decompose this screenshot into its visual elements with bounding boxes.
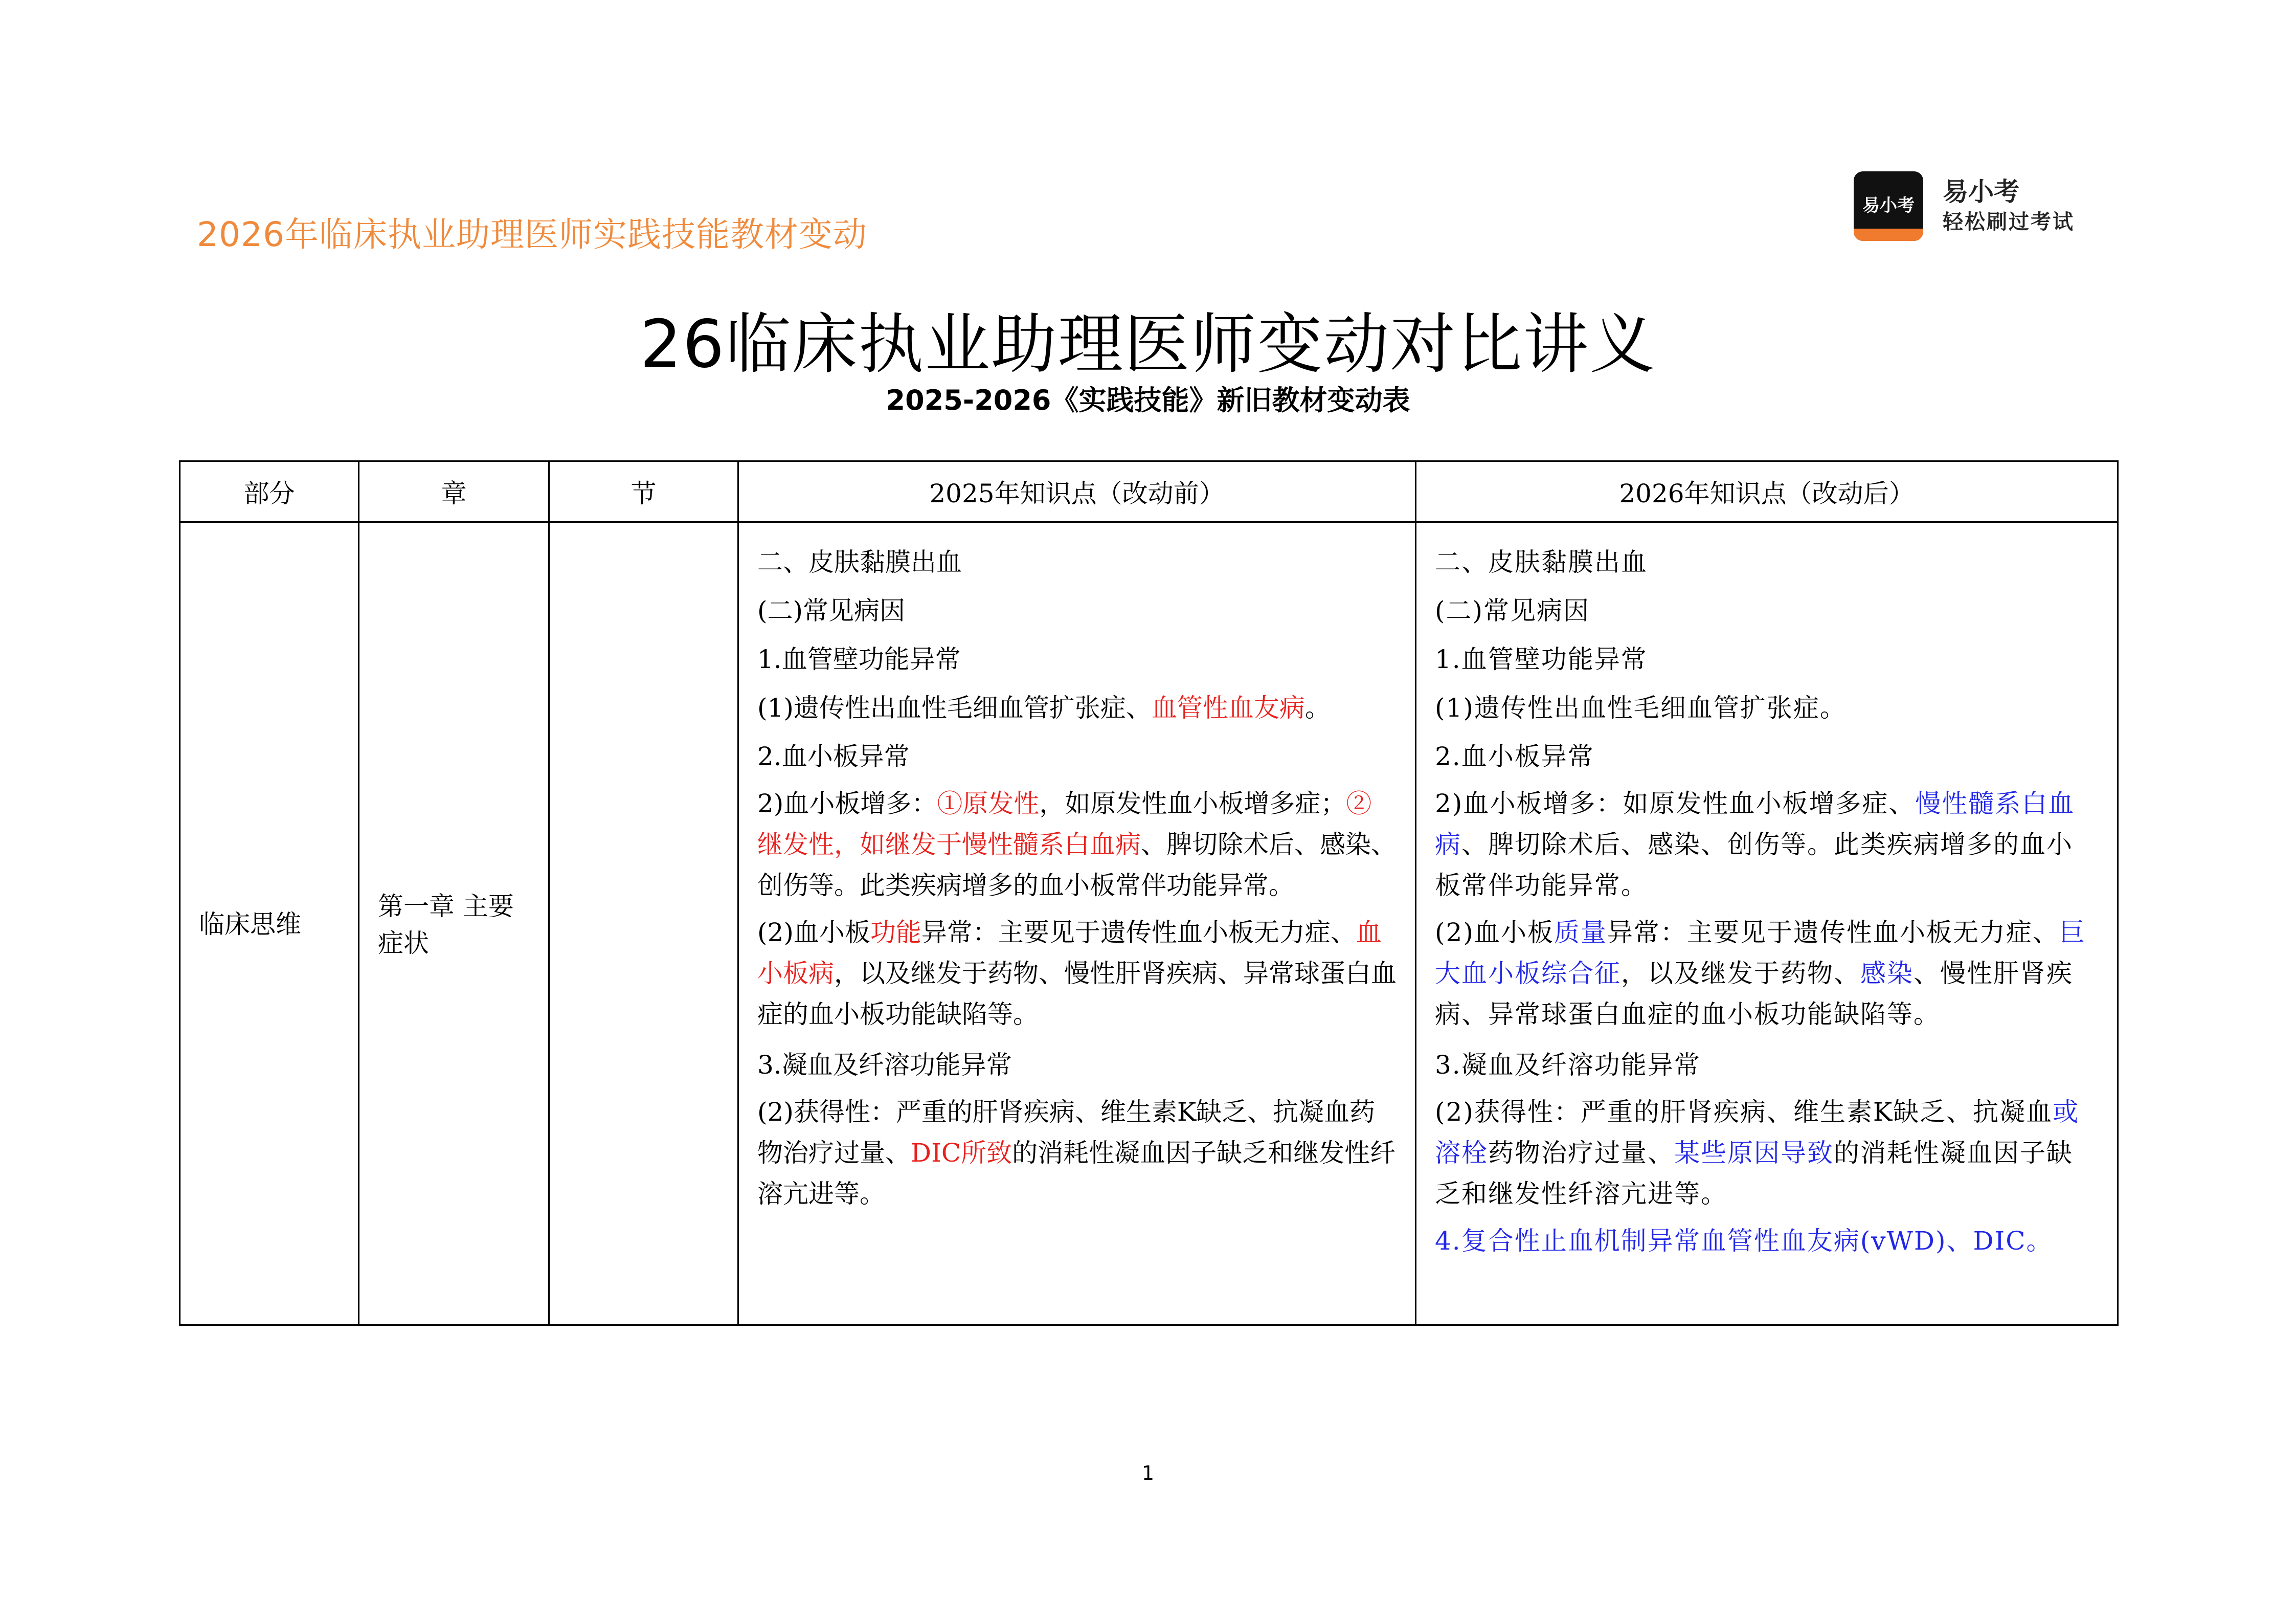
before-paragraph bbox=[757, 783, 1397, 906]
added-text: 巨大血小板综合征 bbox=[1435, 918, 2086, 988]
column-header-section: 节 bbox=[549, 461, 738, 522]
table-header-row bbox=[180, 461, 2118, 522]
text-segment: 药物治疗过量、 bbox=[1488, 1138, 1674, 1168]
table-row bbox=[180, 522, 2118, 1325]
before-paragraph bbox=[757, 1041, 1397, 1089]
after-paragraph bbox=[1435, 684, 2099, 732]
cell-before bbox=[738, 522, 1416, 1325]
removed-text: ②继发性，如继发于慢性髓系白血病 bbox=[757, 789, 1372, 859]
added-text: 慢性髓系白血病 bbox=[1435, 789, 2075, 859]
text-segment: ，如原发性血小板增多症； bbox=[1039, 789, 1346, 818]
removed-text: 血小板病 bbox=[757, 918, 1382, 988]
after-paragraph bbox=[1435, 912, 2099, 1035]
logo-icon-text: 易小考 bbox=[1862, 195, 1915, 216]
text-segment: (1)遗传性出血性毛细血管扩张症。 bbox=[1435, 693, 1847, 723]
before-paragraph bbox=[757, 587, 1397, 635]
column-header-before: 2025年知识点（改动前） bbox=[738, 461, 1416, 522]
text-segment: ，以及继发于药物、 bbox=[1621, 959, 1860, 988]
text-segment: (2)血小板 bbox=[757, 918, 870, 947]
text-segment: (2)获得性：严重的肝肾疾病、维生素K缺乏、抗凝血药物治疗过量、 bbox=[757, 1097, 1376, 1168]
brand-slogan: 轻松刷过考试 bbox=[1943, 210, 2075, 234]
removed-text: 功能 bbox=[870, 918, 921, 947]
text-segment: 异常：主要见于遗传性血小板无力症、 bbox=[921, 918, 1356, 947]
cell-section bbox=[549, 522, 738, 1325]
text-segment: (1)遗传性出血性毛细血管扩张症、 bbox=[757, 693, 1152, 723]
after-paragraph bbox=[1435, 1220, 2099, 1261]
before-paragraph bbox=[757, 538, 1397, 587]
text-segment: 的消耗性凝血因子缺乏和继发性纤溶亢进等。 bbox=[1435, 1138, 2073, 1209]
before-paragraph bbox=[757, 684, 1397, 732]
brand-name: 易小考 bbox=[1943, 177, 2019, 207]
brand-logo bbox=[1854, 171, 2075, 241]
text-segment: (二)常见病因 bbox=[757, 596, 906, 626]
text-segment: 异常：主要见于遗传性血小板无力症、 bbox=[1607, 918, 2059, 947]
before-paragraph bbox=[757, 635, 1397, 684]
text-segment: ，以及继发于药物、慢性肝肾疾病、异常球蛋白血症的血小板功能缺陷等。 bbox=[757, 959, 1397, 1029]
after-paragraph bbox=[1435, 1041, 2099, 1089]
column-header-part: 部分 bbox=[180, 461, 359, 522]
text-segment: (2)获得性：严重的肝肾疾病、维生素K缺乏、抗凝血 bbox=[1435, 1097, 2053, 1127]
text-segment: 2)血小板增多： bbox=[757, 789, 937, 818]
document-heading: 2026年临床执业助理医师实践技能教材变动 bbox=[197, 215, 867, 254]
added-text: 某些原因导致 bbox=[1674, 1138, 1834, 1168]
comparison-table bbox=[179, 460, 2119, 1326]
before-paragraph bbox=[757, 912, 1397, 1035]
text-segment: 二、皮肤黏膜出血 bbox=[1435, 547, 1648, 577]
text-segment: 。 bbox=[1304, 693, 1331, 723]
added-text: 或溶栓 bbox=[1435, 1097, 2080, 1168]
after-paragraph bbox=[1435, 783, 2099, 906]
column-header-after: 2026年知识点（改动后） bbox=[1416, 461, 2118, 522]
cell-part: 临床思维 bbox=[180, 522, 359, 1325]
removed-text: 血管性血友病 bbox=[1151, 693, 1305, 723]
text-segment: 2)血小板增多：如原发性血小板增多症、 bbox=[1435, 789, 1916, 818]
after-paragraph bbox=[1435, 732, 2099, 781]
after-paragraph bbox=[1435, 1092, 2099, 1214]
brand-text bbox=[1943, 176, 2075, 236]
before-paragraph bbox=[757, 1092, 1397, 1214]
text-segment: 2.血小板异常 bbox=[757, 742, 910, 771]
removed-text: DIC所致 bbox=[911, 1138, 1012, 1168]
added-text: 4.复合性止血机制异常血管性血友病(vWD)、DIC。 bbox=[1435, 1226, 2053, 1256]
text-segment: 1.血管壁功能异常 bbox=[757, 644, 961, 674]
text-segment: 的消耗性凝血因子缺乏和继发性纤溶亢进等。 bbox=[757, 1138, 1396, 1209]
after-paragraph bbox=[1435, 587, 2099, 635]
text-segment: 、慢性肝肾疾病、异常球蛋白血症的血小板功能缺陷等。 bbox=[1435, 959, 2073, 1029]
after-paragraph bbox=[1435, 538, 2099, 587]
text-segment: (2)血小板 bbox=[1435, 918, 1554, 947]
added-text: 质量 bbox=[1554, 918, 1607, 947]
text-segment: 、脾切除术后、感染、创伤等。此类疾病增多的血小板常伴功能异常。 bbox=[1435, 830, 2073, 900]
text-segment: 、脾切除术后、感染、创伤等。此类疾病增多的血小板常伴功能异常。 bbox=[757, 830, 1397, 900]
text-segment: 3.凝血及纤溶功能异常 bbox=[1435, 1050, 1701, 1080]
before-paragraph bbox=[757, 732, 1397, 781]
page-subtitle: 2025-2026《实践技能》新旧教材变动表 bbox=[886, 384, 1410, 416]
page-title: 26临床执业助理医师变动对比讲义 bbox=[640, 306, 1656, 383]
removed-text: ①原发性 bbox=[937, 789, 1040, 818]
text-segment: 1.血管壁功能异常 bbox=[1435, 644, 1648, 674]
cell-chapter: 第一章 主要症状 bbox=[359, 522, 549, 1325]
added-text: 感染 bbox=[1860, 959, 1914, 988]
text-segment: 二、皮肤黏膜出血 bbox=[757, 547, 962, 577]
after-paragraph bbox=[1435, 635, 2099, 684]
text-segment: 2.血小板异常 bbox=[1435, 742, 1594, 771]
page-number: 1 bbox=[1141, 1462, 1155, 1484]
cell-after bbox=[1416, 522, 2118, 1325]
text-segment: (二)常见病因 bbox=[1435, 596, 1590, 626]
app-logo-icon bbox=[1854, 171, 1923, 241]
logo-accent-bar bbox=[1854, 229, 1923, 241]
text-segment: 3.凝血及纤溶功能异常 bbox=[757, 1050, 1012, 1080]
column-header-chapter: 章 bbox=[359, 461, 549, 522]
